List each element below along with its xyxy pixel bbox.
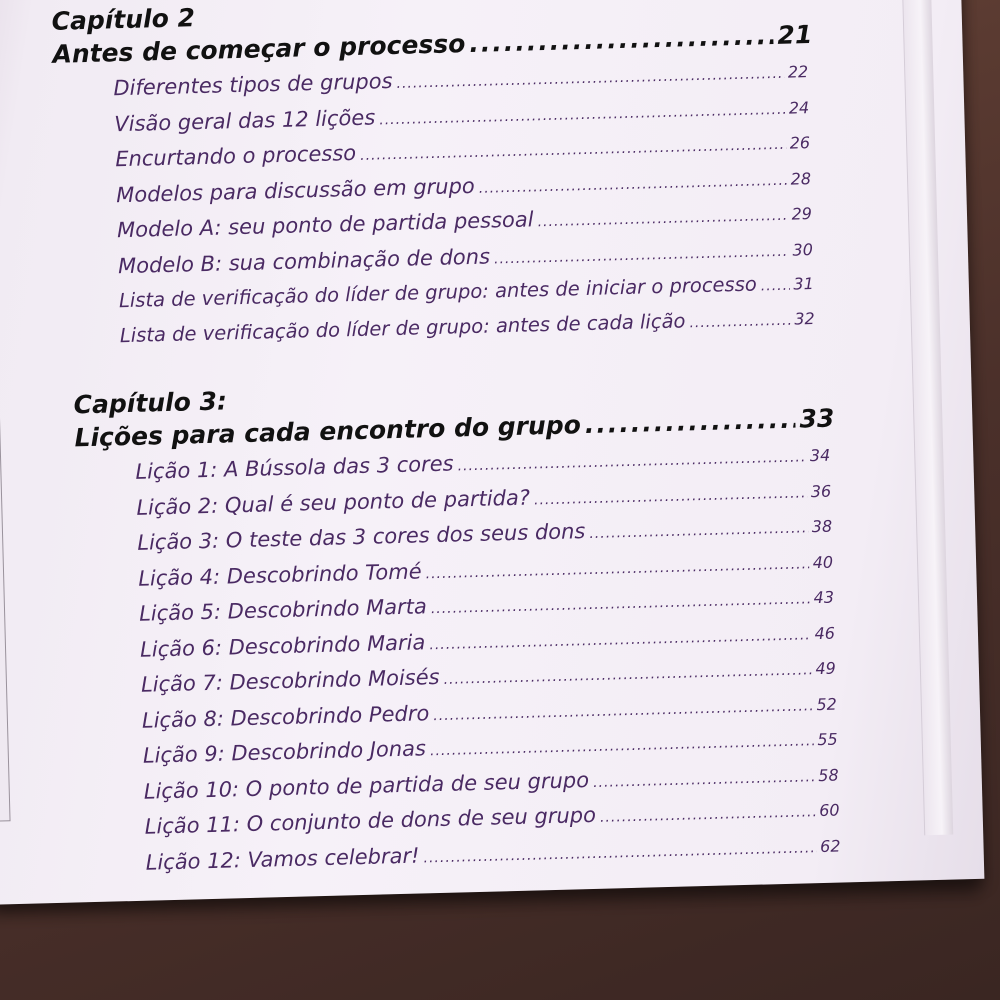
entry-label: Lista de verificação do líder de grupo: antes de iniciar o processo xyxy=(118,272,758,313)
entry-label: Lição 9: Descobrindo Jonas xyxy=(142,736,427,768)
entry-label: Visão geral das 12 lições xyxy=(114,104,376,136)
entry-page-number: 62 xyxy=(819,836,841,856)
entry-label: Lição 5: Descobrindo Marta xyxy=(138,594,428,626)
entry-page-number: 49 xyxy=(815,658,837,679)
entry-page-number: 40 xyxy=(812,552,834,572)
leader-dots xyxy=(593,761,815,799)
chapter-label: Capítulo 2 xyxy=(51,3,196,36)
leader-dots xyxy=(600,796,816,834)
entry-page-number: 32 xyxy=(794,308,815,329)
entry-page-number: 36 xyxy=(810,481,832,501)
chapter-2-entries xyxy=(113,53,840,354)
chapter-page-number: 33 xyxy=(799,403,835,434)
entry-label: Lição 11: O conjunto de dons de seu grupo xyxy=(144,802,597,839)
entry-label: Lição 2: Qual é seu ponto de partida? xyxy=(136,485,531,520)
left-page-margin xyxy=(0,379,11,822)
entry-page-number: 43 xyxy=(813,587,835,608)
entry-label: Lição 8: Descobrindo Pedro xyxy=(141,700,430,733)
chapter-3-entries xyxy=(135,437,854,881)
entry-page-number: 31 xyxy=(793,274,815,294)
leader-dots xyxy=(537,200,788,239)
entry-label: Modelo B: sua combinação de dons xyxy=(117,243,491,278)
entry-label: Lição 6: Descobrindo Maria xyxy=(139,629,426,662)
entry-page-number: 58 xyxy=(818,765,839,785)
entry-label: Diferentes tipos de grupos xyxy=(113,68,393,101)
entry-label: Lição 1: A Bússola das 3 cores xyxy=(135,451,454,484)
leader-dots xyxy=(584,403,796,443)
entry-label: Lição 7: Descobrindo Moisés xyxy=(140,664,440,697)
entry-page-number: 30 xyxy=(792,239,814,260)
entry-label: Lição 4: Descobrindo Tomé xyxy=(137,558,422,591)
leader-dots xyxy=(423,832,816,875)
entry-label: Lição 12: Vamos celebrar! xyxy=(145,843,420,875)
entry-page-number: 28 xyxy=(790,168,812,189)
entry-page-number: 38 xyxy=(811,516,833,537)
entry-page-number: 60 xyxy=(818,800,840,821)
entry-label: Modelos para discussão em grupo xyxy=(115,173,476,207)
entry-page-number: 55 xyxy=(817,729,838,750)
chapter-label: Capítulo 3: xyxy=(73,386,228,420)
leader-dots xyxy=(469,19,774,61)
entry-page-number: 34 xyxy=(809,445,831,466)
chapter-title: Lições para cada encontro do grupo xyxy=(74,410,582,453)
entry-label: Encurtando o processo xyxy=(114,140,357,172)
entry-page-number: 46 xyxy=(814,623,836,643)
entry-page-number: 22 xyxy=(787,62,809,82)
entry-page-number: 29 xyxy=(791,204,813,224)
leader-dots xyxy=(689,304,791,339)
chapter-page-number: 21 xyxy=(777,19,813,50)
leader-dots xyxy=(760,270,789,303)
leader-dots xyxy=(589,512,808,550)
chapter-title: Antes de começar o processo xyxy=(52,29,466,69)
chapter-3-section xyxy=(73,369,854,883)
entry-label: Modelo A: seu ponto de partida pessoal xyxy=(116,207,534,243)
entry-page-number: 52 xyxy=(816,694,838,714)
chapter-2-section xyxy=(51,0,840,356)
entry-label: Lição 10: O ponto de partida de seu grupo xyxy=(143,767,590,804)
entry-label: Lição 3: O teste das 3 cores dos seus dons xyxy=(136,519,586,555)
entry-page-number: 26 xyxy=(789,133,811,153)
entry-label: Lista de verificação do líder de grupo: antes de cada lição xyxy=(119,308,686,347)
entry-page-number: 24 xyxy=(788,97,810,118)
table-of-contents xyxy=(51,0,854,884)
page-edge xyxy=(902,0,954,835)
